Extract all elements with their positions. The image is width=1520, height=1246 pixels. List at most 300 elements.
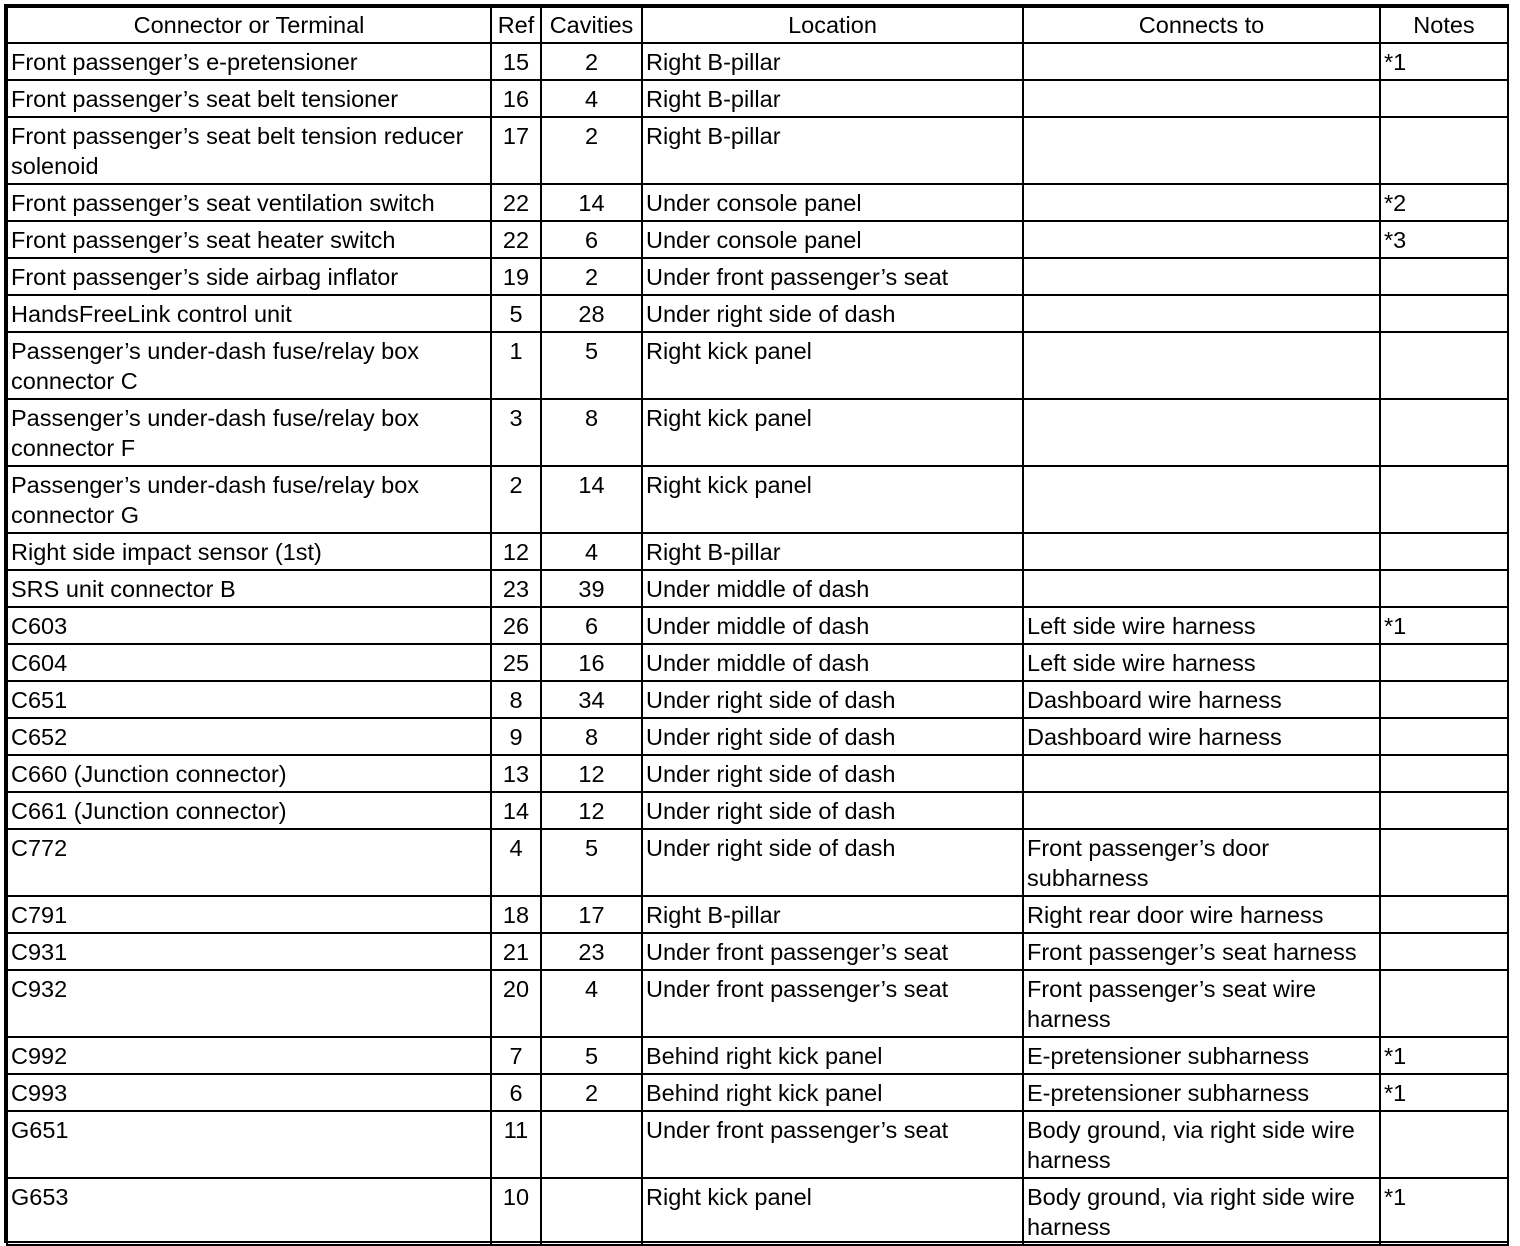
cell-cavities-text: 5 <box>584 835 599 861</box>
cell-location <box>642 1074 1023 1111</box>
cell-connector <box>7 466 491 533</box>
cell-connects-to-text: Front passenger’s seat wire harness <box>1027 976 1317 1032</box>
header-notes: Notes <box>1380 7 1508 43</box>
cell-cavities-text: 23 <box>578 939 605 965</box>
header-row <box>7 7 1508 43</box>
cell-cavities-text: 39 <box>578 576 605 602</box>
cell-connects-to-text <box>1027 185 1379 188</box>
cell-location-text: Under middle of dash <box>646 650 870 676</box>
cell-connector <box>7 332 491 399</box>
cell-cavities <box>541 896 642 933</box>
cell-connects-to-text: Body ground, via right side wire harness <box>1027 1184 1355 1240</box>
cell-connects-to <box>1023 221 1380 258</box>
cell-location-text: Under middle of dash <box>646 613 870 639</box>
cell-cavities-text <box>542 1179 641 1182</box>
cell-connects-to-text <box>1027 534 1379 537</box>
cell-connects-to <box>1023 1111 1380 1178</box>
cell-location <box>642 933 1023 970</box>
cell-cavities-text: 34 <box>578 687 605 713</box>
cell-connector <box>7 399 491 466</box>
cell-connector-text: C651 <box>11 687 68 713</box>
cell-ref <box>491 295 541 332</box>
cell-connector-text: C993 <box>11 1080 68 1106</box>
cell-connects-to-text: Body ground, via right side wire harness <box>1027 1117 1355 1173</box>
cell-notes <box>1380 43 1508 80</box>
cell-cavities-text: 6 <box>584 613 599 639</box>
cell-notes <box>1380 933 1508 970</box>
cell-connects-to <box>1023 718 1380 755</box>
header-location: Location <box>642 7 1023 43</box>
cell-ref <box>491 1111 541 1178</box>
cell-notes <box>1380 1178 1508 1245</box>
cell-notes <box>1380 1074 1508 1111</box>
header-ref: Ref <box>491 7 541 43</box>
cell-location-text: Under right side of dash <box>646 835 896 861</box>
cell-notes-text: *1 <box>1384 49 1407 75</box>
cell-notes-text <box>1384 971 1507 974</box>
cell-cavities <box>541 80 642 117</box>
table-row <box>7 533 1508 570</box>
cell-connects-to-text <box>1027 467 1379 470</box>
cell-connects-to <box>1023 570 1380 607</box>
cell-location <box>642 896 1023 933</box>
cell-location <box>642 755 1023 792</box>
cell-ref <box>491 933 541 970</box>
cell-location-text: Right B-pillar <box>646 539 781 565</box>
cell-ref <box>491 681 541 718</box>
cell-notes-text <box>1384 830 1507 833</box>
cell-cavities-text: 2 <box>584 264 599 290</box>
cell-connects-to <box>1023 829 1380 896</box>
cell-connects-to <box>1023 399 1380 466</box>
cell-cavities <box>541 970 642 1037</box>
cell-connects-to-text <box>1027 333 1379 336</box>
cell-notes <box>1380 644 1508 681</box>
cell-cavities <box>541 533 642 570</box>
cell-ref <box>491 1037 541 1074</box>
cell-notes-text: *3 <box>1384 227 1407 253</box>
cell-location-text: Right kick panel <box>646 405 812 431</box>
table-row <box>7 792 1508 829</box>
cell-connects-to-text <box>1027 44 1379 47</box>
cell-connector <box>7 1111 491 1178</box>
cell-connector-text: Front passenger’s seat belt tension reducer solenoid <box>11 123 464 179</box>
table-row <box>7 117 1508 184</box>
table-row <box>7 718 1508 755</box>
cell-notes-text <box>1384 467 1507 470</box>
cell-location <box>642 1178 1023 1245</box>
cell-connector <box>7 258 491 295</box>
cell-ref-text: 15 <box>502 49 530 75</box>
cell-connector-text: C932 <box>11 976 68 1002</box>
cell-connects-to <box>1023 681 1380 718</box>
cell-connector-text: SRS unit connector B <box>11 576 236 602</box>
cell-cavities <box>541 933 642 970</box>
cell-location <box>642 644 1023 681</box>
cell-connects-to-text <box>1027 81 1379 84</box>
cell-location-text: Under front passenger’s seat <box>646 939 949 965</box>
cell-cavities-text: 14 <box>578 472 605 498</box>
cell-notes <box>1380 221 1508 258</box>
cell-connects-to <box>1023 896 1380 933</box>
cell-cavities <box>541 43 642 80</box>
cell-ref <box>491 533 541 570</box>
cell-connects-to <box>1023 607 1380 644</box>
cell-ref-text: 26 <box>502 613 530 639</box>
cell-cavities <box>541 718 642 755</box>
cell-ref <box>491 221 541 258</box>
cell-location <box>642 80 1023 117</box>
cell-cavities <box>541 1111 642 1178</box>
cell-connector-text: Front passenger’s seat ventilation switch <box>11 190 435 216</box>
cell-cavities <box>541 1074 642 1111</box>
cell-connector <box>7 1178 491 1245</box>
cell-connector <box>7 295 491 332</box>
cell-cavities-text: 8 <box>584 724 599 750</box>
cell-location <box>642 681 1023 718</box>
cell-location-text: Right B-pillar <box>646 902 781 928</box>
cell-connector-text: Front passenger’s seat heater switch <box>11 227 396 253</box>
cell-ref <box>491 332 541 399</box>
cell-connector-text: C603 <box>11 613 68 639</box>
cell-notes-text <box>1384 534 1507 537</box>
cell-ref-text: 13 <box>502 761 530 787</box>
cell-cavities <box>541 221 642 258</box>
cell-connector-text: C660 (Junction connector) <box>11 761 287 787</box>
cell-location-text: Under middle of dash <box>646 576 870 602</box>
cell-location-text: Under right side of dash <box>646 724 896 750</box>
table-row <box>7 970 1508 1037</box>
cell-connector-text: C772 <box>11 835 68 861</box>
cell-notes <box>1380 570 1508 607</box>
cell-ref <box>491 829 541 896</box>
cell-connects-to <box>1023 258 1380 295</box>
table-row <box>7 681 1508 718</box>
cell-connector-text: Passenger’s under-dash fuse/relay box connector F <box>11 405 420 461</box>
cell-cavities <box>541 607 642 644</box>
cell-location-text: Under right side of dash <box>646 301 896 327</box>
cell-connects-to <box>1023 466 1380 533</box>
cell-notes <box>1380 466 1508 533</box>
cell-cavities <box>541 117 642 184</box>
cell-connector-text: C791 <box>11 902 68 928</box>
cell-connects-to-text <box>1027 259 1379 262</box>
cell-location-text: Right kick panel <box>646 338 812 364</box>
cell-ref <box>491 607 541 644</box>
cell-connector-text: C604 <box>11 650 68 676</box>
cell-cavities <box>541 399 642 466</box>
cell-ref <box>491 644 541 681</box>
table-row <box>7 399 1508 466</box>
cell-notes <box>1380 607 1508 644</box>
cell-connects-to-text: Dashboard wire harness <box>1027 724 1282 750</box>
cell-connects-to <box>1023 533 1380 570</box>
cell-cavities <box>541 681 642 718</box>
cell-location <box>642 399 1023 466</box>
cell-location <box>642 258 1023 295</box>
cell-cavities-text: 6 <box>584 227 599 253</box>
cell-connects-to <box>1023 970 1380 1037</box>
cell-connects-to <box>1023 1074 1380 1111</box>
cell-connector <box>7 933 491 970</box>
cell-connects-to-text <box>1027 296 1379 299</box>
cell-cavities <box>541 829 642 896</box>
table-row <box>7 755 1508 792</box>
cell-connector-text: Passenger’s under-dash fuse/relay box connector G <box>11 472 420 528</box>
table-row <box>7 570 1508 607</box>
cell-connector-text: Front passenger’s seat belt tensioner <box>11 86 399 112</box>
cell-connects-to <box>1023 295 1380 332</box>
cell-notes-text: *1 <box>1384 1184 1407 1210</box>
cell-cavities-text <box>542 1112 641 1115</box>
cell-ref-text: 22 <box>502 190 530 216</box>
cell-ref-text: 18 <box>502 902 530 928</box>
cell-ref-text: 3 <box>509 405 523 431</box>
cell-notes-text <box>1384 934 1507 937</box>
cell-notes-text <box>1384 81 1507 84</box>
cell-cavities-text: 4 <box>584 976 599 1002</box>
cell-notes <box>1380 80 1508 117</box>
cell-cavities <box>541 792 642 829</box>
cell-connects-to-text <box>1027 400 1379 403</box>
cell-ref <box>491 570 541 607</box>
cell-connects-to <box>1023 755 1380 792</box>
cell-connector <box>7 184 491 221</box>
cell-location-text: Under front passenger’s seat <box>646 976 949 1002</box>
cell-location-text: Behind right kick panel <box>646 1080 883 1106</box>
cell-location <box>642 466 1023 533</box>
table-row <box>7 258 1508 295</box>
cell-connector <box>7 1037 491 1074</box>
cell-connector-text: Front passenger’s e-pretensioner <box>11 49 358 75</box>
cell-notes-text: *2 <box>1384 190 1407 216</box>
cell-connector <box>7 970 491 1037</box>
cell-connects-to-text: E-pretensioner subharness <box>1027 1080 1310 1106</box>
cell-connects-to-text: Left side wire harness <box>1027 613 1256 639</box>
cell-cavities-text: 8 <box>584 405 599 431</box>
cell-cavities-text: 2 <box>584 1080 599 1106</box>
cell-connects-to-text: Front passenger’s door subharness <box>1027 835 1270 891</box>
cell-ref-text: 22 <box>502 227 530 253</box>
cell-ref-text: 17 <box>502 123 530 149</box>
cell-cavities-text: 14 <box>578 190 605 216</box>
cell-location <box>642 829 1023 896</box>
cell-location <box>642 221 1023 258</box>
table-row <box>7 829 1508 896</box>
cell-location <box>642 1111 1023 1178</box>
cell-location-text: Right B-pillar <box>646 86 781 112</box>
cell-location-text: Under console panel <box>646 227 862 253</box>
cell-connects-to-text: Right rear door wire harness <box>1027 902 1324 928</box>
cell-cavities-text: 4 <box>584 539 599 565</box>
cell-ref <box>491 755 541 792</box>
cell-connector <box>7 718 491 755</box>
cell-notes <box>1380 399 1508 466</box>
cell-cavities-text: 28 <box>578 301 605 327</box>
cell-ref-text: 16 <box>502 86 530 112</box>
cell-ref-text: 1 <box>509 338 523 364</box>
cell-ref-text: 7 <box>509 1043 523 1069</box>
cell-connector-text: HandsFreeLink control unit <box>11 301 292 327</box>
cell-ref-text: 2 <box>509 472 523 498</box>
cell-notes-text <box>1384 400 1507 403</box>
cell-cavities <box>541 258 642 295</box>
cell-location <box>642 533 1023 570</box>
cell-cavities <box>541 466 642 533</box>
cell-notes <box>1380 117 1508 184</box>
cell-notes <box>1380 970 1508 1037</box>
cell-cavities <box>541 644 642 681</box>
cell-location-text: Right B-pillar <box>646 123 781 149</box>
cell-notes-text <box>1384 756 1507 759</box>
header-cavities: Cavities <box>541 7 642 43</box>
cell-location-text: Under console panel <box>646 190 862 216</box>
table-row <box>7 43 1508 80</box>
cell-notes <box>1380 184 1508 221</box>
cell-connects-to-text <box>1027 793 1379 796</box>
cell-notes <box>1380 258 1508 295</box>
cell-notes <box>1380 332 1508 399</box>
cell-notes <box>1380 896 1508 933</box>
cell-cavities-text: 12 <box>578 798 605 824</box>
cell-location <box>642 184 1023 221</box>
cell-notes <box>1380 295 1508 332</box>
table-row <box>7 80 1508 117</box>
cell-notes-text <box>1384 682 1507 685</box>
cell-location <box>642 295 1023 332</box>
cell-connects-to <box>1023 1178 1380 1245</box>
cell-location <box>642 1037 1023 1074</box>
cell-cavities-text: 4 <box>584 86 599 112</box>
table-row <box>7 1178 1508 1245</box>
cell-location-text: Under front passenger’s seat <box>646 264 949 290</box>
cell-ref <box>491 970 541 1037</box>
cell-connector <box>7 1074 491 1111</box>
cell-notes-text: *1 <box>1384 1080 1407 1106</box>
cell-connector <box>7 533 491 570</box>
cell-connects-to <box>1023 117 1380 184</box>
cell-cavities <box>541 1037 642 1074</box>
cell-notes <box>1380 718 1508 755</box>
cell-cavities-text: 17 <box>578 902 605 928</box>
cell-connector <box>7 829 491 896</box>
cell-connects-to <box>1023 80 1380 117</box>
cell-location <box>642 970 1023 1037</box>
cell-ref <box>491 1074 541 1111</box>
cell-connector <box>7 221 491 258</box>
table-row <box>7 1037 1508 1074</box>
cell-connector-text: C652 <box>11 724 68 750</box>
cell-notes-text: *1 <box>1384 613 1407 639</box>
cell-location <box>642 332 1023 399</box>
cell-notes-text <box>1384 333 1507 336</box>
cell-ref-text: 20 <box>502 976 530 1002</box>
cell-location-text: Under right side of dash <box>646 687 896 713</box>
cell-ref-text: 4 <box>509 835 523 861</box>
cell-notes <box>1380 681 1508 718</box>
cell-ref <box>491 184 541 221</box>
cell-connector <box>7 43 491 80</box>
cell-connector-text: C992 <box>11 1043 68 1069</box>
cell-location <box>642 570 1023 607</box>
cell-cavities <box>541 184 642 221</box>
cell-ref-text: 8 <box>509 687 523 713</box>
cell-connector <box>7 80 491 117</box>
cell-notes-text: *1 <box>1384 1043 1407 1069</box>
cell-notes <box>1380 1111 1508 1178</box>
cell-notes-text <box>1384 296 1507 299</box>
cell-notes-text <box>1384 645 1507 648</box>
cell-connector-text: C931 <box>11 939 68 965</box>
cell-connector <box>7 755 491 792</box>
cell-connects-to-text <box>1027 756 1379 759</box>
cell-ref <box>491 117 541 184</box>
cell-connects-to <box>1023 1037 1380 1074</box>
cell-ref <box>491 718 541 755</box>
cell-notes-text <box>1384 719 1507 722</box>
cell-notes <box>1380 792 1508 829</box>
table-row <box>7 295 1508 332</box>
cell-connector <box>7 681 491 718</box>
cell-connects-to <box>1023 332 1380 399</box>
table-row <box>7 221 1508 258</box>
cell-connector-text: Passenger’s under-dash fuse/relay box connector C <box>11 338 420 394</box>
cell-notes-text <box>1384 118 1507 121</box>
cell-cavities-text: 12 <box>578 761 605 787</box>
cell-notes <box>1380 755 1508 792</box>
cell-connector <box>7 792 491 829</box>
cell-cavities <box>541 570 642 607</box>
cell-location <box>642 718 1023 755</box>
table-row <box>7 933 1508 970</box>
cell-ref-text: 25 <box>502 650 530 676</box>
cell-notes-text <box>1384 793 1507 796</box>
cell-ref <box>491 43 541 80</box>
cell-location-text: Under front passenger’s seat <box>646 1117 949 1143</box>
table-row <box>7 332 1508 399</box>
cell-ref-text: 14 <box>502 798 530 824</box>
cell-connects-to-text: Dashboard wire harness <box>1027 687 1282 713</box>
cell-cavities <box>541 1178 642 1245</box>
cell-connector-text: C661 (Junction connector) <box>11 798 287 824</box>
cell-connects-to-text <box>1027 571 1379 574</box>
header-connector: Connector or Terminal <box>7 7 491 43</box>
cell-ref-text: 9 <box>509 724 523 750</box>
cell-cavities-text: 5 <box>584 1043 599 1069</box>
cell-ref-text: 10 <box>502 1184 530 1210</box>
cell-notes-text <box>1384 897 1507 900</box>
cell-ref <box>491 466 541 533</box>
cell-ref-text: 12 <box>502 539 530 565</box>
cell-connects-to-text: E-pretensioner subharness <box>1027 1043 1310 1069</box>
cell-location-text: Under right side of dash <box>646 798 896 824</box>
cell-notes <box>1380 1037 1508 1074</box>
cell-connector <box>7 570 491 607</box>
cell-cavities-text: 16 <box>578 650 605 676</box>
cell-location-text: Behind right kick panel <box>646 1043 883 1069</box>
cell-connects-to-text: Left side wire harness <box>1027 650 1256 676</box>
cell-connects-to <box>1023 792 1380 829</box>
table-row <box>7 896 1508 933</box>
cell-connector-text: G651 <box>11 1117 69 1143</box>
cell-location <box>642 792 1023 829</box>
cell-connects-to <box>1023 933 1380 970</box>
cell-connector <box>7 896 491 933</box>
table-row <box>7 466 1508 533</box>
cell-location-text: Right B-pillar <box>646 49 781 75</box>
cell-connector-text: G653 <box>11 1184 69 1210</box>
cell-connects-to <box>1023 43 1380 80</box>
